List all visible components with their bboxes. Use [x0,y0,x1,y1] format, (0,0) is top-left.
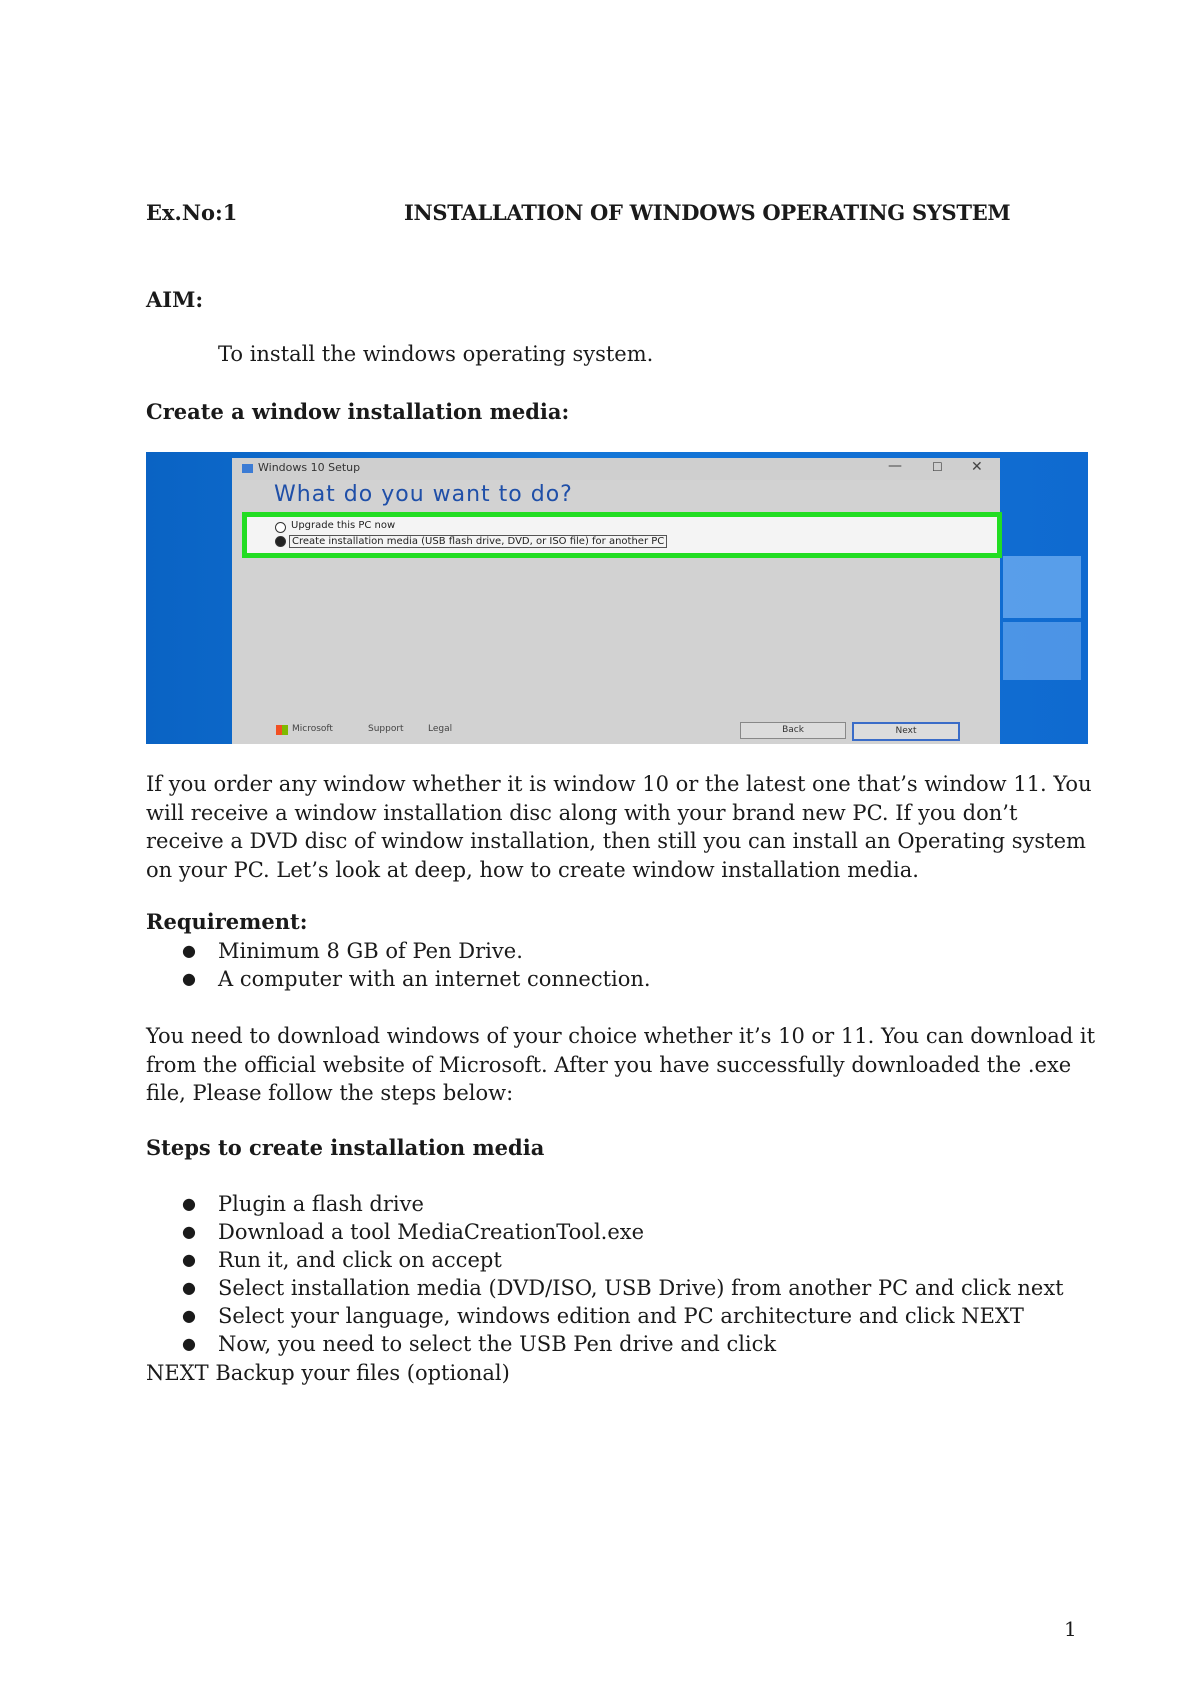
list-item-text: Minimum 8 GB of Pen Drive. [218,939,523,963]
requirement-heading: Requirement: [146,909,308,934]
setup-dialog [232,458,1000,744]
list-item [146,1302,1064,1330]
bullet-icon: ● [182,969,196,988]
microsoft-logo-icon [276,725,288,735]
option-create-media: Create installation media (USB flash drive, DVD, or ISO file) for another PC [289,535,667,548]
create-media-heading: Create a window installation media: [146,399,570,424]
option-upgrade: Upgrade this PC now [291,520,396,531]
back-button: Back [740,722,846,739]
list-item-text: Download a tool MediaCreationTool.exe [218,1220,645,1244]
aim-heading: AIM: [146,287,204,312]
list-item [146,1218,1064,1246]
footer-support: Support [368,724,404,734]
highlight-box [242,512,1002,558]
maximize-icon: ☐ [932,460,943,474]
download-paragraph: You need to download windows of your choice whether it’s 10 or 11. You can download it from the official website of Microsoft. After you have successfully downloaded the .exe file, Please follow the steps below: [146,1024,1096,1105]
list-item-text: Plugin a flash drive [218,1192,424,1216]
next-button: Next [852,722,960,741]
bullet-icon: ● [182,1194,196,1213]
dialog-heading: What do you want to do? [274,482,573,507]
list-item [146,1246,1064,1274]
list-item [146,1190,1064,1218]
exercise-number: Ex.No:1 [146,200,238,225]
setup-screenshot [146,452,1088,744]
aim-text: To install the windows operating system. [218,342,654,366]
steps-continuation: NEXT Backup your files (optional) [146,1361,510,1385]
list-item-text: Run it, and click on accept [218,1248,502,1272]
steps-heading: Steps to create installation media [146,1135,545,1160]
list-item-text: Select your language, windows edition and PC architecture and click NEXT [218,1304,1024,1328]
bullet-icon: ● [182,1222,196,1241]
footer-brand: Microsoft [292,724,333,734]
footer-legal: Legal [428,724,453,734]
page-number: 1 [1064,1617,1077,1641]
bullet-icon: ● [182,941,196,960]
radio-create-icon [275,536,286,547]
list-item [146,1330,1064,1358]
bullet-icon: ● [182,1334,196,1353]
list-item-text: A computer with an internet connection. [218,967,651,991]
bullet-icon: ● [182,1306,196,1325]
list-item-text: Select installation media (DVD/ISO, USB Drive) from another PC and click next [218,1276,1064,1300]
dialog-title: Windows 10 Setup [258,461,361,474]
windows-icon [242,464,253,473]
windows-logo-lower-icon [1003,622,1081,680]
dialog-titlebar [232,458,1000,480]
list-item [146,937,651,965]
close-icon: ✕ [971,459,983,475]
list-item [146,1274,1064,1302]
bullet-icon: ● [182,1278,196,1297]
minimize-icon: — [888,458,902,474]
document-title: INSTALLATION OF WINDOWS OPERATING SYSTEM [404,200,1011,225]
windows-logo-icon [1003,556,1081,618]
requirement-list [146,937,651,993]
radio-upgrade-icon [275,522,286,533]
steps-list [146,1190,1064,1358]
list-item-text: Now, you need to select the USB Pen drive and click [218,1332,777,1356]
intro-paragraph: If you order any window whether it is window 10 or the latest one that’s window 11. You will receive a window installation disc along with your brand new PC. If you don’t receive a DVD disc of window installation, then still you can install an Operating system on your PC. Let’s look at deep, how to create window installation media. [146,772,1092,882]
list-item [146,965,651,993]
bullet-icon: ● [182,1250,196,1269]
